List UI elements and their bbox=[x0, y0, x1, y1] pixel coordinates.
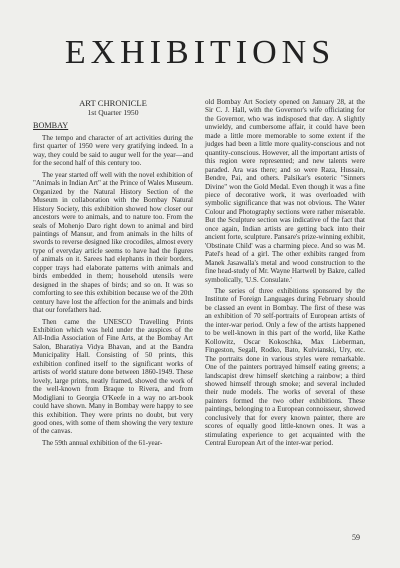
chronicle-title: ART CHRONICLE bbox=[79, 98, 147, 108]
paragraph: old Bombay Art Society opened on January 28, at the Sir C. J. Hall, with the Governor's wife officiating for the Governor, who was indisposed that day. A slightly unwieldy, and cumbersome affair, it could have been made a little more memorable to some extent if the judges had been a little more quality-conscious and not quantity-conscious. However, all the important artists of this region were represented; and new talents were paraded. Ara was there; and so were Raza, Hussain, Bendre, Pai, and others. Palsikar's esoteric "Sinners Divine" won the Gold Medal. Even though it was a fine piece of decorative work, it was overloaded with symbolic significance that was not obvious. The Water Colour and Photography sections were rather miserable. But the Sculpture section was indicative of the fact that once again, Indian artists are getting back into their ancient forte, sculpture. Pansare's prize-winning exhibit, 'Obstinate Child' was a charming piece. And so was M. Patel's head of a girl. The other exhibits ranged from Manek Jasawalla's metal and wood construction to the fine head-study of Mr. Wayne Hartwell by Bakre, called symbolically, 'U.S. Consulate.' bbox=[205, 98, 365, 284]
paragraph: The 59th annual exhibition of the 61-year- bbox=[42, 438, 163, 447]
paragraph: Then came the UNESCO Travelling Prints Exhibition which was held under the auspices of the All-India Association of Fine Arts, at the Bombay Art Salon, Bharatiya Vidya Bhavan, and at the Bandra Municipality Hall. Consisting of 50 prints, this exhibition confined itself to the significant works of artists of world stature done between 1860-1949. These lovely, large prints, neatly framed, showed the work of the well-known from Braque to Rivera, and from Modigliani to Georgia O'Keefe in a way no art-book could have shown. Many in Bombay were happy to see this exhibition. They were prints no doubt, but very good ones, with some of them showing the very texture of the canvas. bbox=[33, 317, 193, 436]
page-number: 59 bbox=[352, 533, 360, 542]
page-title: EXHIBITIONS bbox=[64, 34, 336, 71]
paragraph: The series of three exhibitions sponsored by the Institute of Foreign Languages during February should be classed an event in Bombay. The first of these was an exhibition of 70 self-portraits of European artists of the inter-war period. Only a few of the artists happened to be well-known in this part of the world, like Kathe Kollowitz, Oscar Kokoschka, Max Lieberman, Fingeston, Segall, Rodko, Bato, Kulvianski, Ury, etc. The portraits done in various styles were remarkable. One of the painters portrayed himself eating greens; a landscapist drew himself sketching a rainbow; a third showed himself through smoke; and several included their nude models. The works of several of these painters formed the two other exhibitions. These paintings, belonging to a European connoisseur, showed conclusively that for every known painter, there are scores of equally good little-known ones. It was a stimulating experience to get acquainted with the Central European Art of the inter-war period. bbox=[205, 286, 365, 448]
chronicle-subtitle: 1st Quarter 1950 bbox=[87, 108, 139, 117]
right-column bbox=[205, 98, 365, 448]
paragraph: The year started off well with the novel exhibition of "Animals in Indian Art" at the Prince of Wales Museum. Organized by the Natural History Section of the Museum in collaboration with the Bombay Natural History Society, this exhibition showed how closer our ancestors were to animals, and to nature too. From the seals of Mohenjo Daro right down to animal and bird paintings of Mansur, and from animals in the hilts of swords to reverse designed like crocodiles, almost every type of everyday article seems to have had the figures of animals on it. Sarees had elephants in their borders, copper trays had elaborate patterns with animals and birds embedded in them; household utensils were designed in the shapes of birds; and so on. It was so comforting to see this exhibition because we of the 20th century have lost the affection for the animals and birds that our forefathers had. bbox=[33, 170, 193, 315]
left-column bbox=[33, 98, 193, 447]
section-heading-bombay: BOMBAY bbox=[33, 121, 69, 130]
paragraph: The tempo and character of art activities during the first quarter of 1950 were very gratifying indeed. In a way, they could be said to augur well for the year—and for the second half of this century too. bbox=[33, 134, 193, 168]
